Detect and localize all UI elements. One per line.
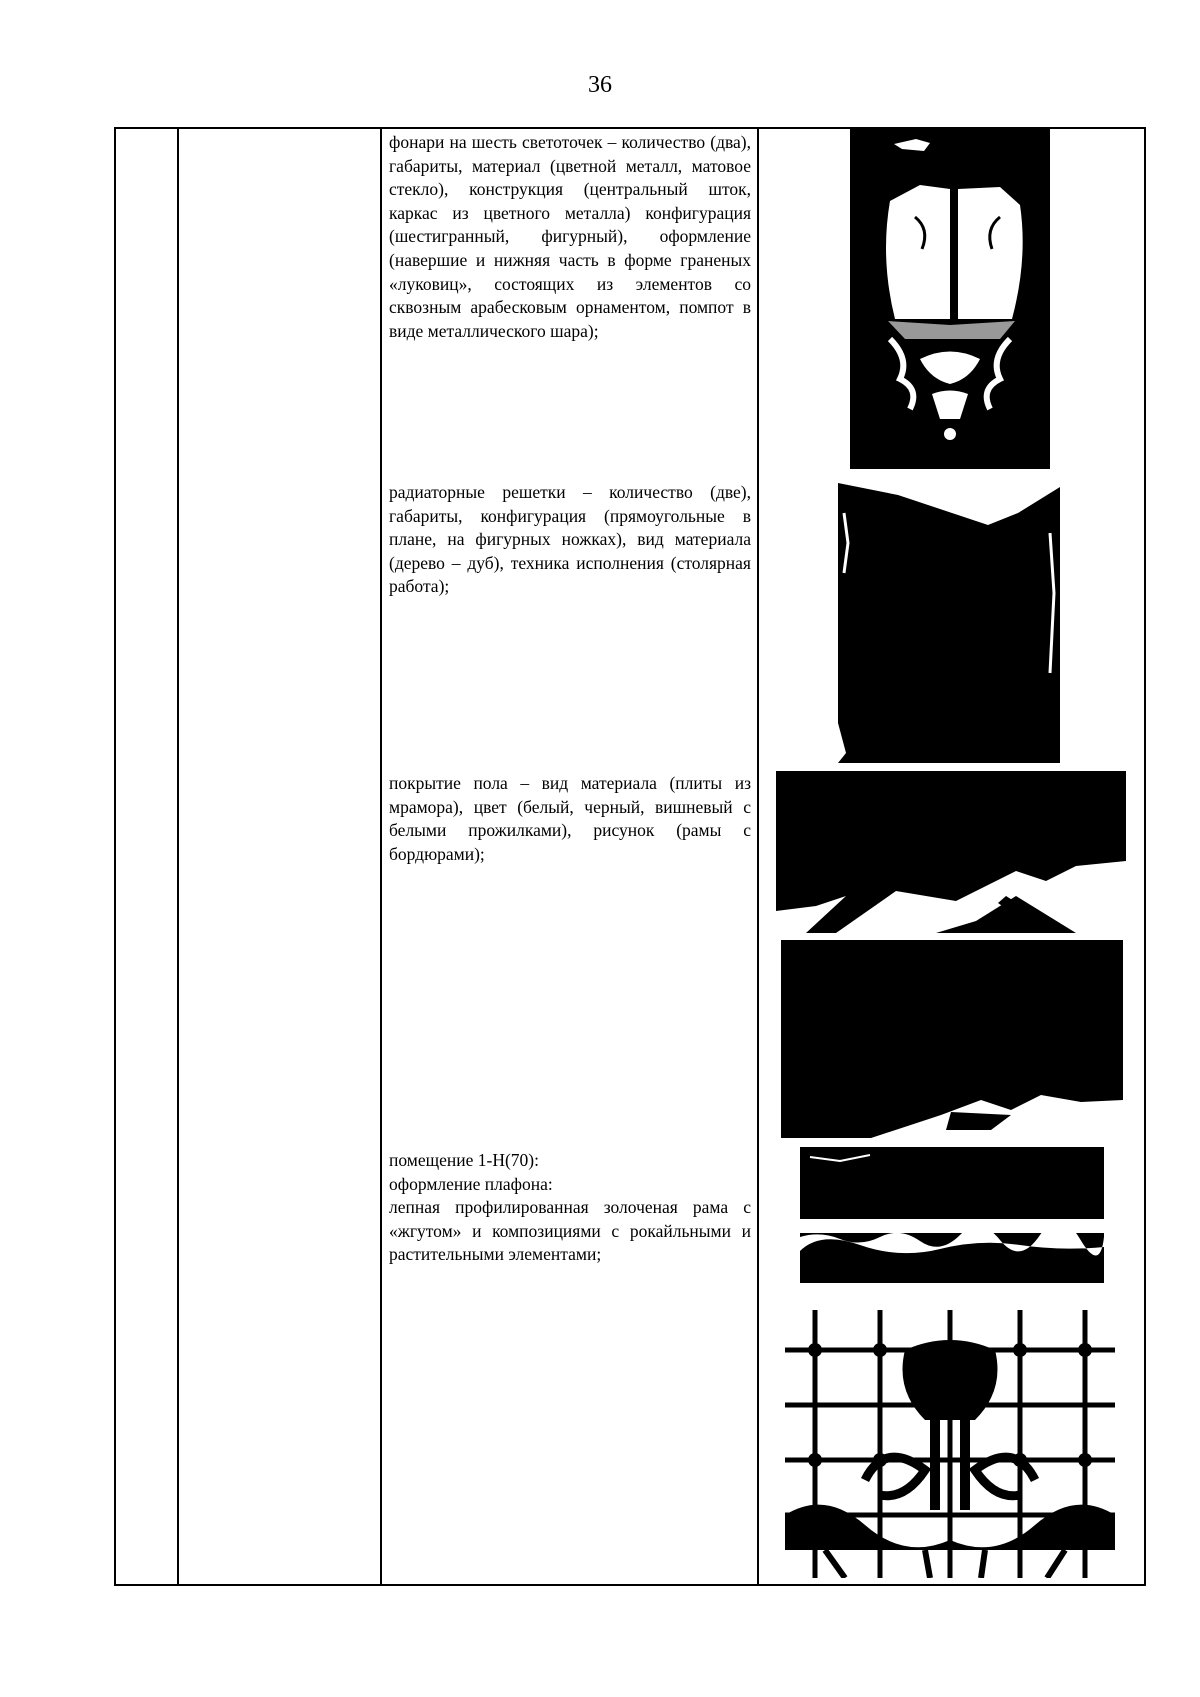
lantern-photo	[850, 129, 1050, 469]
floor-photo-2	[781, 940, 1123, 1138]
item-description-floor	[389, 772, 751, 866]
column-divider	[380, 127, 382, 1586]
room-heading: помещение 1-Н(70):	[389, 1150, 539, 1170]
page-number: 36	[588, 72, 612, 98]
item-description-lanterns	[389, 131, 751, 343]
ceiling-heading: оформление плафона:	[389, 1173, 553, 1194]
description-text: покрытие пола – вид материала (плиты из мрамора), цвет (белый, черный, вишневый с белыми прожилками), рисунок (рамы с бордюрами);	[389, 773, 751, 864]
column-divider	[177, 127, 179, 1586]
ceiling-frame-photo	[800, 1147, 1104, 1283]
description-text: лепная профилированная золоченая рама с «жгутом» и композициями с рокайльными и растительными элементами;	[389, 1197, 751, 1265]
column-divider	[757, 127, 759, 1586]
floor-photo-1	[776, 771, 1126, 933]
item-description-room-ceiling	[389, 1149, 751, 1267]
radiator-grille-photo	[838, 473, 1060, 763]
ornamental-grille-photo	[785, 1310, 1115, 1578]
description-text: радиаторные решетки – количество (две), габариты, конфигурация (прямоугольные в плане, на фигурных ножках), вид материала (дерево – дуб), техника исполнения (столярная работа);	[389, 482, 751, 597]
item-description-radiator-grilles	[389, 481, 751, 599]
description-text: фонари на шесть светоточек – количество (два), габариты, материал (цветной металл, матовое стекло), конструкция (центральный шток, каркас из цветного металла) конфигурация (шестигранный, фигурный), оформление (навершие и нижняя часть в форме граненых «луковиц», состоящих из элементов со сквозным арабесковым орнаментом, помпот в виде металлического шара);	[389, 132, 751, 341]
